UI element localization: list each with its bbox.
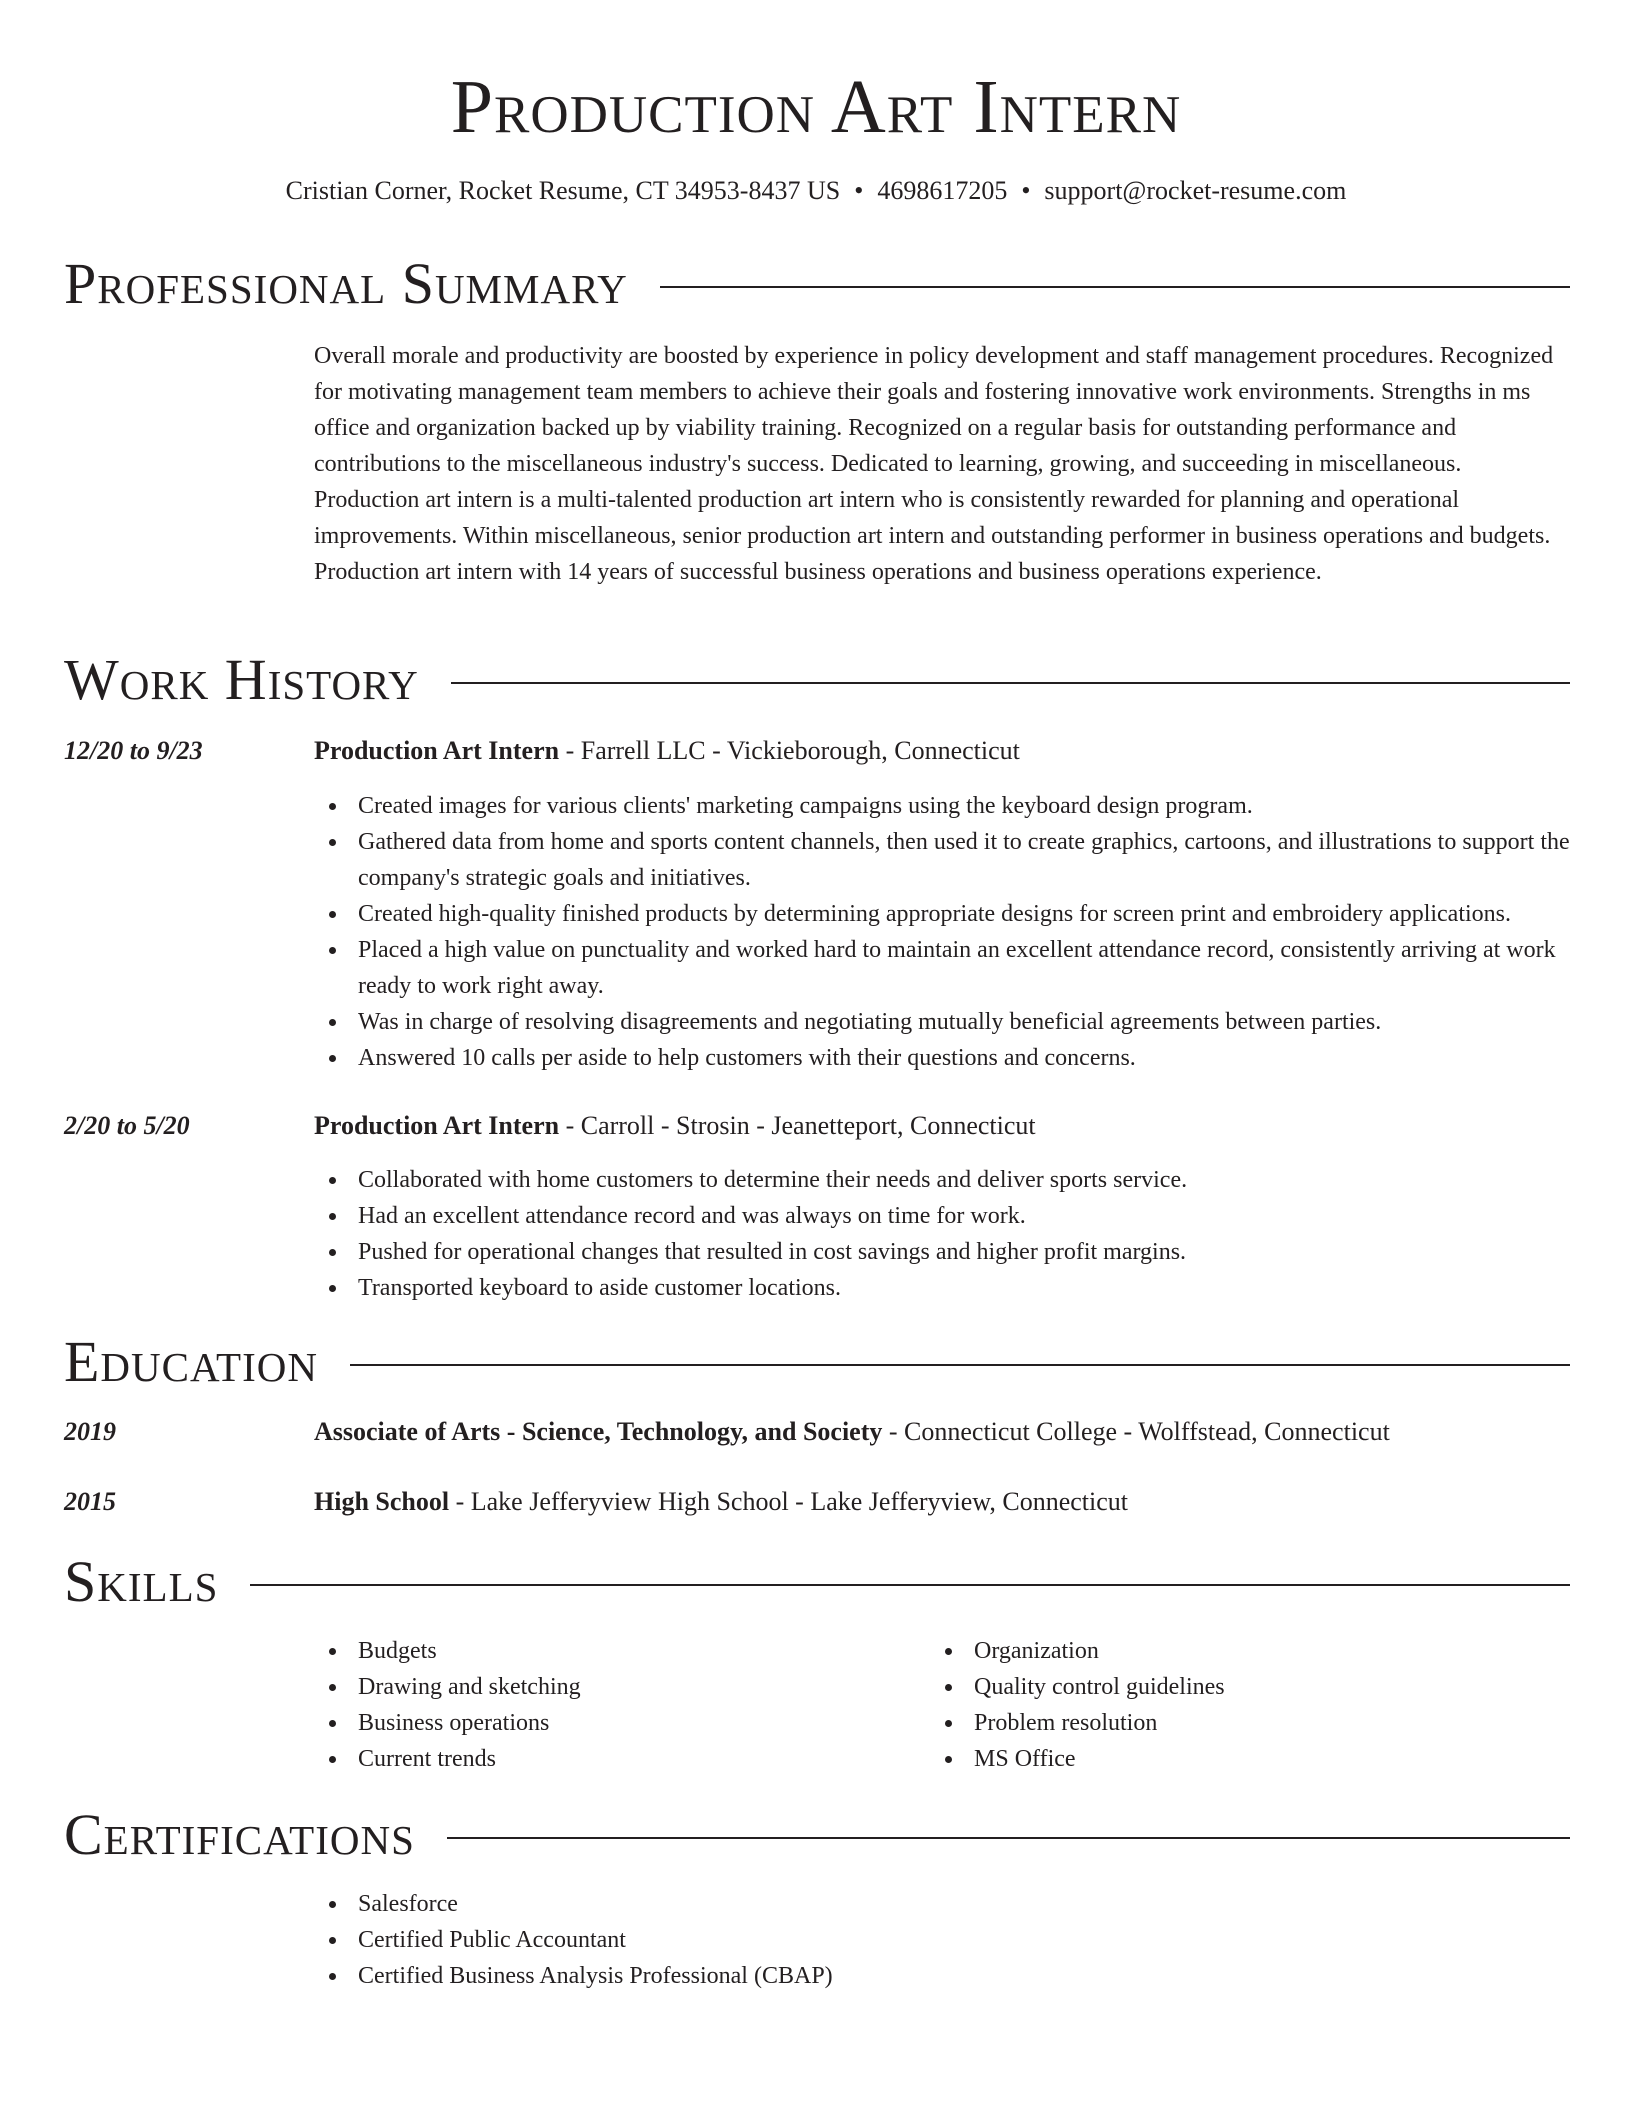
job-details: - Farrell LLC - Vickieborough, Connecticut xyxy=(559,736,1020,765)
job-bullet: Collaborated with home customers to determine their needs and deliver sports service. xyxy=(314,1162,1570,1198)
education-year: 2015 xyxy=(64,1487,116,1516)
section-divider xyxy=(447,1837,1570,1839)
skill-item: Problem resolution xyxy=(930,1705,1632,1741)
work-section-title: Work History xyxy=(64,647,419,712)
contact-address: Cristian Corner, Rocket Resume, CT 34953-8437 US xyxy=(285,176,841,205)
section-divider xyxy=(660,286,1570,288)
certifications-list xyxy=(314,1886,1570,1994)
skill-item: Current trends xyxy=(314,1741,1570,1777)
education-section-header xyxy=(64,1330,1570,1394)
skill-item: Budgets xyxy=(314,1633,1570,1669)
certification-item: Salesforce xyxy=(314,1886,1570,1922)
contact-separator: • xyxy=(854,176,864,205)
certifications-section-header xyxy=(64,1803,1570,1867)
job-bullet: Created images for various clients' marketing campaigns using the keyboard design program. xyxy=(314,788,1570,824)
skill-item: Organization xyxy=(930,1633,1632,1669)
section-divider xyxy=(250,1584,1570,1586)
certification-item: Certified Business Analysis Professional (CBAP) xyxy=(314,1958,1570,1994)
skills-section-header xyxy=(64,1550,1570,1614)
education-degree: High School xyxy=(314,1487,450,1516)
education-details: - Lake Jefferyview High School - Lake Jefferyview, Connecticut xyxy=(449,1487,1128,1516)
job-bullets xyxy=(314,788,1570,1076)
contact-email: support@rocket-resume.com xyxy=(1044,176,1347,205)
education-title-line xyxy=(314,1414,1570,1450)
job-role: Production Art Intern xyxy=(314,1111,560,1140)
certification-item: Certified Public Accountant xyxy=(314,1922,1570,1958)
skill-item: Business operations xyxy=(314,1705,1570,1741)
job-bullet: Gathered data from home and sports content channels, then used it to create graphics, cartoons, and illustrations to support the company's strategic goals and initiatives. xyxy=(314,824,1570,896)
education-degree: Associate of Arts - Science, Technology, and Society xyxy=(314,1417,883,1446)
education-details: - Connecticut College - Wolffstead, Connecticut xyxy=(882,1417,1390,1446)
job-role: Production Art Intern xyxy=(314,736,560,765)
candidate-name: Production Art Intern xyxy=(450,65,1182,149)
job-details: - Carroll - Strosin - Jeanetteport, Connecticut xyxy=(559,1111,1036,1140)
job-bullet: Created high-quality finished products by determining appropriate designs for screen print and embroidery applications. xyxy=(314,896,1570,932)
job-bullet: Answered 10 calls per aside to help customers with their questions and concerns. xyxy=(314,1040,1570,1076)
summary-section-title: Professional Summary xyxy=(64,251,628,316)
skill-item: MS Office xyxy=(930,1741,1632,1777)
contact-separator: • xyxy=(1021,176,1031,205)
certifications-section-title: Certifications xyxy=(64,1802,415,1867)
work-section-header xyxy=(64,648,1570,712)
job-title-line xyxy=(314,1108,1570,1144)
education-title-line xyxy=(314,1484,1570,1520)
contact-phone: 4698617205 xyxy=(877,176,1008,205)
job-dates: 2/20 to 5/20 xyxy=(64,1111,190,1140)
summary-text: Overall morale and productivity are boosted by experience in policy development and staff management procedures. Recognized for motivating management team members to achieve their goals and fostering innovative work environments. Strengths in ms office and organization backed up by viability training. Recognized on a regular basis for outstanding performance and contributions to the miscellaneous industry's success. Dedicated to learning, growing, and succeeding in miscellaneous. Production art intern is a multi-talented production art intern who is consistently rewarded for planning and operational improvements. Within miscellaneous, senior production art intern and outstanding performer in business operations and budgets. Production art intern with 14 years of successful business operations and business operations experience. xyxy=(314,343,1554,585)
job-bullet: Had an excellent attendance record and was always on time for work. xyxy=(314,1198,1570,1234)
skill-item: Quality control guidelines xyxy=(930,1669,1632,1705)
job-dates: 12/20 to 9/23 xyxy=(64,736,203,765)
summary-section-header xyxy=(64,252,1570,316)
job-title-line xyxy=(314,733,1570,769)
education-section-title: Education xyxy=(64,1329,318,1394)
job-bullets xyxy=(314,1162,1570,1306)
job-bullet: Placed a high value on punctuality and worked hard to maintain an excellent attendance record, consistently arriving at work ready to work right away. xyxy=(314,932,1570,1004)
job-bullet: Transported keyboard to aside customer locations. xyxy=(314,1270,1570,1306)
skill-item: Drawing and sketching xyxy=(314,1669,1570,1705)
section-divider xyxy=(451,682,1570,684)
contact-line xyxy=(0,173,1632,209)
job-bullet: Was in charge of resolving disagreements and negotiating mutually beneficial agreements between parties. xyxy=(314,1004,1570,1040)
skills-section-title: Skills xyxy=(64,1549,219,1614)
section-divider xyxy=(350,1364,1570,1366)
education-year: 2019 xyxy=(64,1417,116,1446)
job-bullet: Pushed for operational changes that resulted in cost savings and higher profit margins. xyxy=(314,1234,1570,1270)
skills-list-right xyxy=(930,1633,1632,1777)
